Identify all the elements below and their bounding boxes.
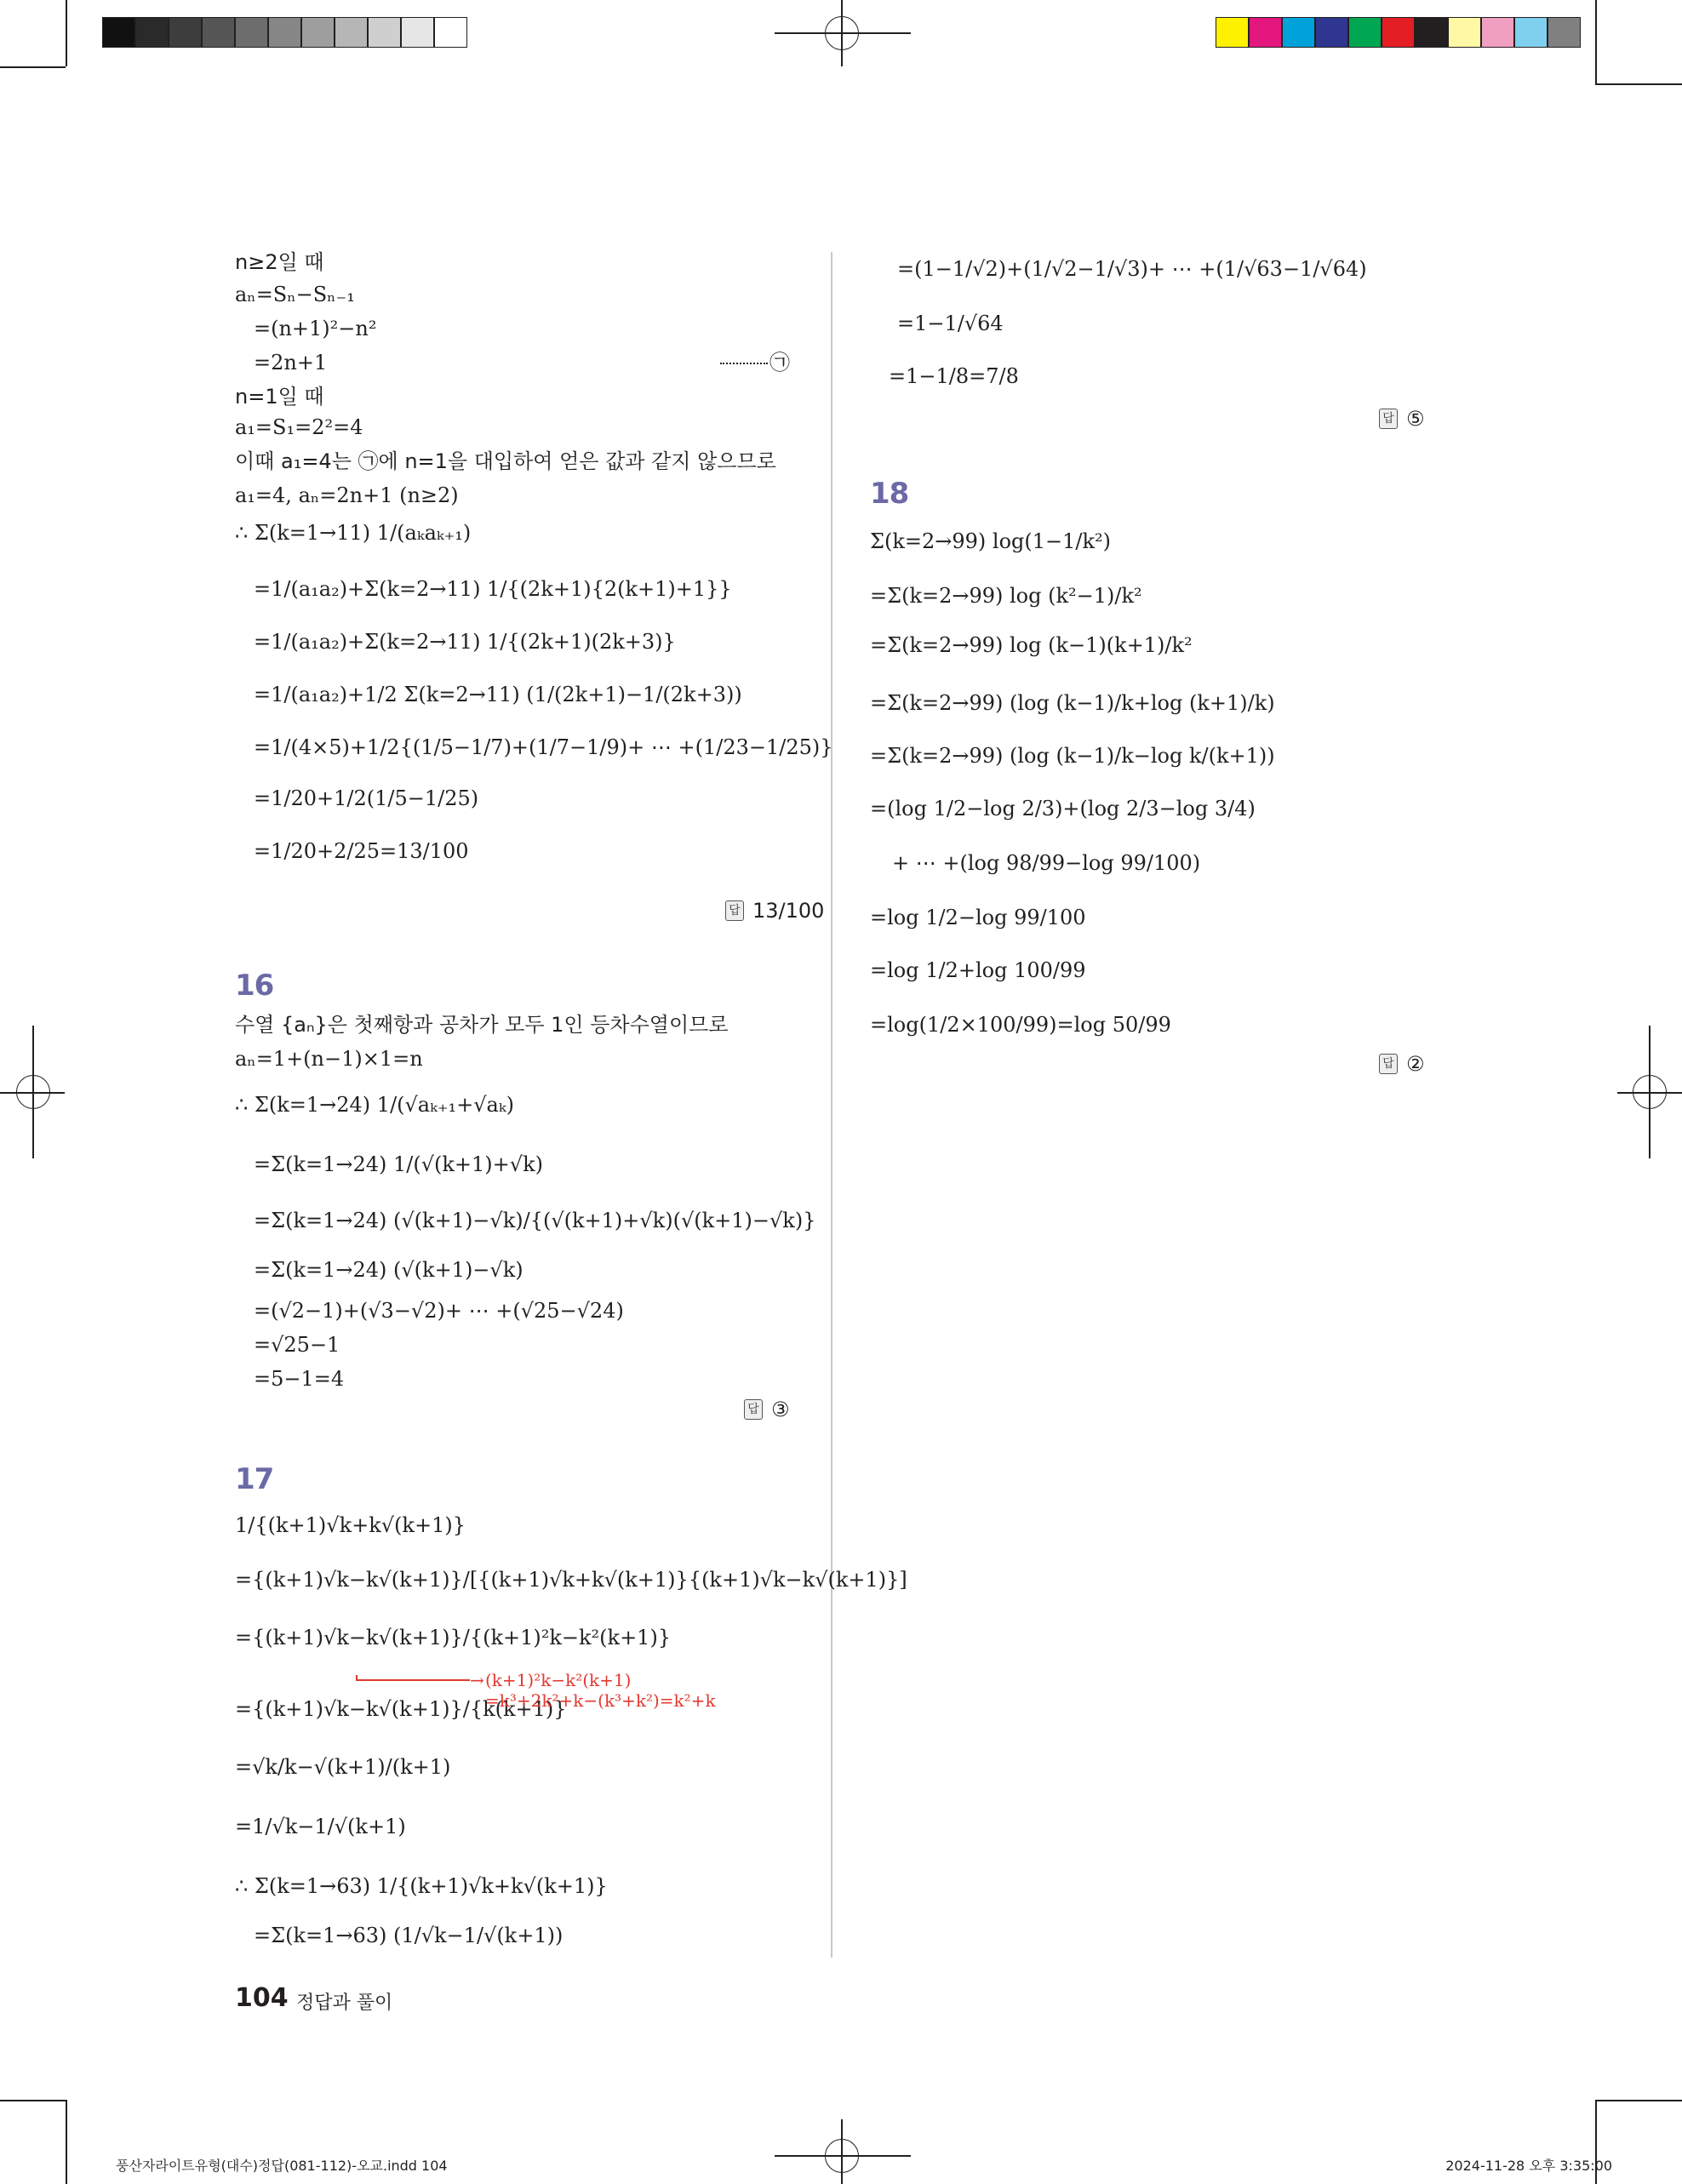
math-line: ={(k+1)√k−k√(k+1)}/{k(k+1)} bbox=[235, 1697, 567, 1721]
color-swatch bbox=[434, 17, 467, 48]
color-swatch bbox=[401, 17, 434, 48]
color-swatch bbox=[368, 17, 401, 48]
math-line: =log(1/2×100/99)=log 50/99 bbox=[870, 1013, 1171, 1037]
answer-16 bbox=[744, 1398, 790, 1421]
answer-18 bbox=[1379, 1052, 1425, 1076]
crop-mark bbox=[1595, 2100, 1682, 2101]
answer-icon: 답 bbox=[744, 1399, 763, 1420]
math-line: + ⋯ +(log 98/99−log 99/100) bbox=[892, 851, 1201, 875]
answer-value: ③ bbox=[771, 1398, 790, 1421]
color-swatch bbox=[1348, 17, 1382, 48]
color-swatch bbox=[135, 17, 169, 48]
color-swatch bbox=[1548, 17, 1581, 48]
answer-icon: 답 bbox=[1379, 409, 1398, 429]
math-line: ∴ Σ(k=1→11) 1/(aₖaₖ₊₁) bbox=[235, 521, 472, 545]
arrow-head: → bbox=[470, 1670, 484, 1690]
math-line: =1/(4×5)+1/2{(1/5−1/7)+(1/7−1/9)+ ⋯ +(1/23−1/25)} bbox=[254, 735, 833, 759]
math-line: =(1−1/√2)+(1/√2−1/√3)+ ⋯ +(1/√63−1/√64) bbox=[897, 257, 1367, 281]
math-line: 이때 a₁=4는 ㉠에 n=1을 대입하여 얻은 값과 같지 않으므로 bbox=[235, 449, 776, 473]
color-swatch bbox=[1282, 17, 1315, 48]
math-line: =Σ(k=2→99) (log (k−1)/k−log k/(k+1)) bbox=[870, 744, 1275, 768]
color-swatch bbox=[1315, 17, 1348, 48]
math-line: =Σ(k=1→24) 1/(√(k+1)+√k) bbox=[254, 1152, 543, 1176]
color-swatch bbox=[1415, 17, 1448, 48]
color-swatch bbox=[235, 17, 268, 48]
color-swatch bbox=[102, 17, 135, 48]
color-swatch bbox=[1514, 17, 1548, 48]
color-swatch bbox=[169, 17, 202, 48]
math-line: =1/20+2/25=13/100 bbox=[254, 839, 469, 863]
crop-mark bbox=[1595, 83, 1682, 85]
timestamp: 2024-11-28 오후 3:35:00 bbox=[1445, 2158, 1612, 2174]
math-line: =Σ(k=1→63) (1/√k−1/√(k+1)) bbox=[254, 1924, 564, 1947]
math-line: a₁=4, aₙ=2n+1 (n≥2) bbox=[235, 483, 459, 507]
math-line: =2n+1 bbox=[254, 351, 328, 374]
math-line: aₙ=Sₙ−Sₙ₋₁ bbox=[235, 283, 355, 306]
math-line: =1/√k−1/√(k+1) bbox=[235, 1815, 406, 1838]
annotation-note: (k+1)²k−k²(k+1) bbox=[485, 1670, 632, 1690]
math-line: =5−1=4 bbox=[254, 1367, 345, 1391]
file-slug: 풍산자라이트유형(대수)정답(081-112)-오교.indd 104 bbox=[116, 2158, 448, 2174]
annotation-note: =k³+2k²+k−(k³+k²)=k²+k bbox=[485, 1690, 716, 1711]
color-swatch bbox=[1382, 17, 1415, 48]
answer-17 bbox=[1379, 407, 1425, 431]
math-line: =Σ(k=1→24) (√(k+1)−√k)/{(√(k+1)+√k)(√(k+1)−√k)} bbox=[254, 1209, 816, 1232]
math-line: Σ(k=2→99) log(1−1/k²) bbox=[870, 529, 1112, 553]
math-line: =Σ(k=2→99) log (k²−1)/k² bbox=[870, 584, 1142, 608]
math-line: =Σ(k=1→24) (√(k+1)−√k) bbox=[254, 1258, 523, 1282]
math-line: =√k/k−√(k+1)/(k+1) bbox=[235, 1755, 451, 1779]
math-line: =(log 1/2−log 2/3)+(log 2/3−log 3/4) bbox=[870, 797, 1256, 820]
color-swatch bbox=[1448, 17, 1481, 48]
crop-mark bbox=[66, 0, 67, 66]
math-line: ∴ Σ(k=1→63) 1/{(k+1)√k+k√(k+1)} bbox=[235, 1874, 608, 1898]
page-number: 104 bbox=[235, 1983, 289, 2013]
answer-icon: 답 bbox=[1379, 1054, 1398, 1074]
color-swatch bbox=[1481, 17, 1514, 48]
math-line: n≥2일 때 bbox=[235, 250, 324, 274]
math-line: =1−1/8=7/8 bbox=[889, 364, 1019, 388]
math-line: =1/(a₁a₂)+1/2 Σ(k=2→11) (1/(2k+1)−1/(2k+3)) bbox=[254, 683, 742, 706]
math-line: ∴ Σ(k=1→24) 1/(√aₖ₊₁+√aₖ) bbox=[235, 1093, 514, 1117]
math-line: =1/(a₁a₂)+Σ(k=2→11) 1/{(2k+1){2(k+1)+1}} bbox=[254, 577, 732, 601]
math-line: =log 1/2+log 100/99 bbox=[870, 958, 1086, 982]
crop-mark bbox=[66, 2100, 67, 2184]
math-line: 1/{(k+1)√k+k√(k+1)} bbox=[235, 1513, 466, 1537]
math-line: ={(k+1)√k−k√(k+1)}/{(k+1)²k−k²(k+1)} bbox=[235, 1626, 672, 1649]
math-line: =(n+1)²−n² bbox=[254, 317, 377, 340]
math-line: n=1일 때 bbox=[235, 385, 324, 409]
answer-15 bbox=[725, 899, 824, 923]
page-label: 정답과 풀이 bbox=[296, 1992, 393, 2014]
dotted-leader bbox=[720, 363, 768, 364]
problem-number: 16 bbox=[235, 969, 274, 1003]
math-line: 수열 {aₙ}은 첫째항과 공차가 모두 1인 등차수열이므로 bbox=[235, 1013, 729, 1037]
equation-marker: ㉠ bbox=[769, 351, 790, 374]
problem-number: 17 bbox=[235, 1462, 274, 1496]
math-line: =1−1/√64 bbox=[897, 312, 1004, 335]
crop-mark bbox=[1595, 0, 1597, 83]
crop-mark bbox=[0, 66, 66, 68]
color-swatch bbox=[1249, 17, 1282, 48]
math-line: =1/(a₁a₂)+Σ(k=2→11) 1/{(2k+1)(2k+3)} bbox=[254, 630, 676, 654]
answer-value: 13/100 bbox=[752, 899, 825, 923]
column-divider bbox=[831, 252, 832, 1958]
math-line: aₙ=1+(n−1)×1=n bbox=[235, 1047, 423, 1071]
color-swatch bbox=[202, 17, 235, 48]
math-line: ={(k+1)√k−k√(k+1)}/[{(k+1)√k+k√(k+1)}{(k+1)√k−k√(k+1)}] bbox=[235, 1568, 907, 1592]
color-swatch bbox=[268, 17, 301, 48]
color-swatch bbox=[301, 17, 335, 48]
math-line: =Σ(k=2→99) log (k−1)(k+1)/k² bbox=[870, 633, 1193, 657]
math-line: a₁=S₁=2²=4 bbox=[235, 415, 363, 439]
problem-number: 18 bbox=[870, 477, 909, 511]
annotation-arrow bbox=[356, 1679, 470, 1681]
color-swatch bbox=[1216, 17, 1249, 48]
math-line: =log 1/2−log 99/100 bbox=[870, 906, 1086, 929]
answer-value: ⑤ bbox=[1406, 407, 1425, 431]
crop-mark bbox=[0, 2100, 66, 2101]
math-line: =1/20+1/2(1/5−1/25) bbox=[254, 786, 479, 810]
answer-value: ② bbox=[1406, 1052, 1425, 1076]
math-line: =(√2−1)+(√3−√2)+ ⋯ +(√25−√24) bbox=[254, 1299, 624, 1323]
math-line: =√25−1 bbox=[254, 1333, 340, 1357]
math-line: =Σ(k=2→99) (log (k−1)/k+log (k+1)/k) bbox=[870, 691, 1275, 715]
answer-icon: 답 bbox=[725, 900, 744, 921]
color-swatch bbox=[335, 17, 368, 48]
